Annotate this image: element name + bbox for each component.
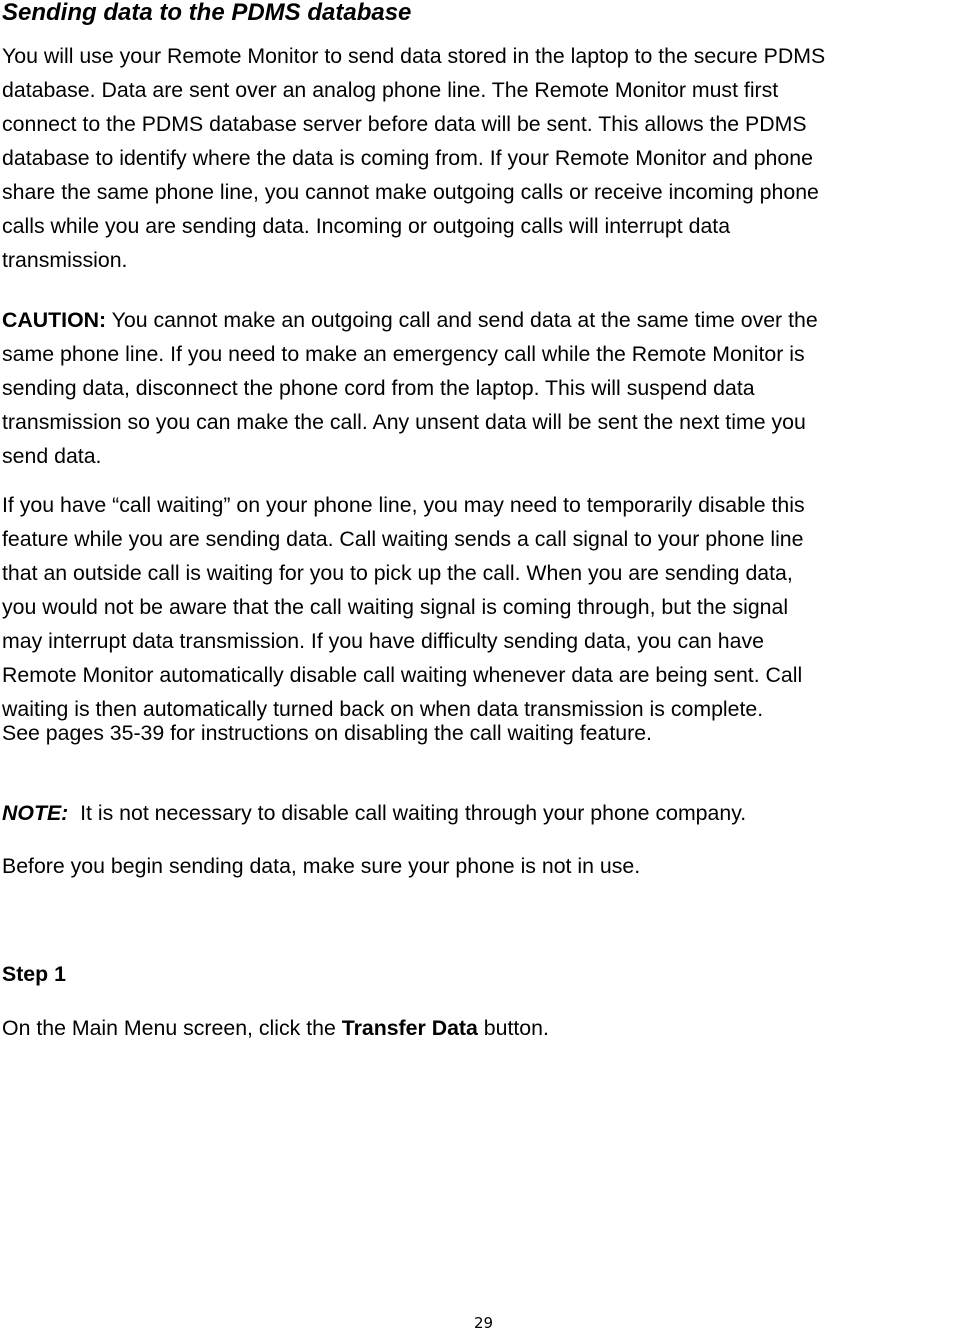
text-line: calls while you are sending data. Incoming or outgoing calls will interrupt data: [2, 214, 731, 238]
caution-text: You cannot make an outgoing call and send data at the same time over the: [106, 308, 818, 332]
step-text-after: button.: [477, 1016, 549, 1040]
caution-label: CAUTION:: [2, 308, 107, 332]
text-line: transmission so you can make the call. Any unsent data will be sent the next time you: [2, 410, 806, 434]
caution-paragraph: [2, 303, 967, 473]
see-pages-paragraph: [2, 716, 967, 750]
text-line: database. Data are sent over an analog phone line. The Remote Monitor must first: [2, 78, 779, 102]
text-line: Before you begin sending data, make sure your phone is not in use.: [2, 854, 641, 878]
step-title: Step 1: [2, 962, 66, 986]
note-text: It is not necessary to disable call waiting through your phone company.: [68, 801, 747, 825]
text-line: [2, 1011, 967, 1045]
note-paragraph: [2, 796, 967, 830]
text-line: waiting is then automatically turned back on when data transmission is complete.: [2, 697, 764, 721]
text-line: you would not be aware that the call waiting signal is coming through, but the signal: [2, 595, 789, 619]
text-line: [2, 303, 967, 337]
text-line: Remote Monitor automatically disable call waiting whenever data are being sent. Call: [2, 663, 803, 687]
text-line: same phone line. If you need to make an emergency call while the Remote Monitor is: [2, 342, 805, 366]
text-line: sending data, disconnect the phone cord from the laptop. This will suspend data: [2, 376, 755, 400]
text-line: transmission.: [2, 248, 128, 272]
note-label: NOTE:: [2, 801, 69, 825]
text-line: database to identify where the data is coming from. If your Remote Monitor and phone: [2, 146, 813, 170]
text-line: feature while you are sending data. Call waiting sends a call signal to your phone line: [2, 527, 804, 551]
step-text-before: On the Main Menu screen, click the: [2, 1016, 342, 1040]
text-line: share the same phone line, you cannot make outgoing calls or receive incoming phone: [2, 180, 819, 204]
text-line: connect to the PDMS database server before data will be sent. This allows the PDMS: [2, 112, 807, 136]
before-begin-paragraph: [2, 849, 967, 883]
text-line: [2, 796, 967, 830]
step-instruction: [2, 1011, 967, 1045]
text-line: that an outside call is waiting for you to pick up the call. When you are sending data,: [2, 561, 793, 585]
page-title: Sending data to the PDMS database: [2, 0, 412, 26]
text-line: If you have “call waiting” on your phone line, you may need to temporarily disable this: [2, 493, 805, 517]
text-line: You will use your Remote Monitor to send data stored in the laptop to the secure PDMS: [2, 44, 826, 68]
page-number: 29: [473, 1314, 494, 1332]
text-line: may interrupt data transmission. If you have difficulty sending data, you can have: [2, 629, 764, 653]
transfer-data-button-name: Transfer Data: [341, 1016, 478, 1040]
text-line: send data.: [2, 444, 102, 468]
text-line: See pages 35-39 for instructions on disabling the call waiting feature.: [2, 721, 652, 745]
call-waiting-paragraph: [2, 488, 967, 726]
intro-paragraph: [2, 39, 967, 277]
